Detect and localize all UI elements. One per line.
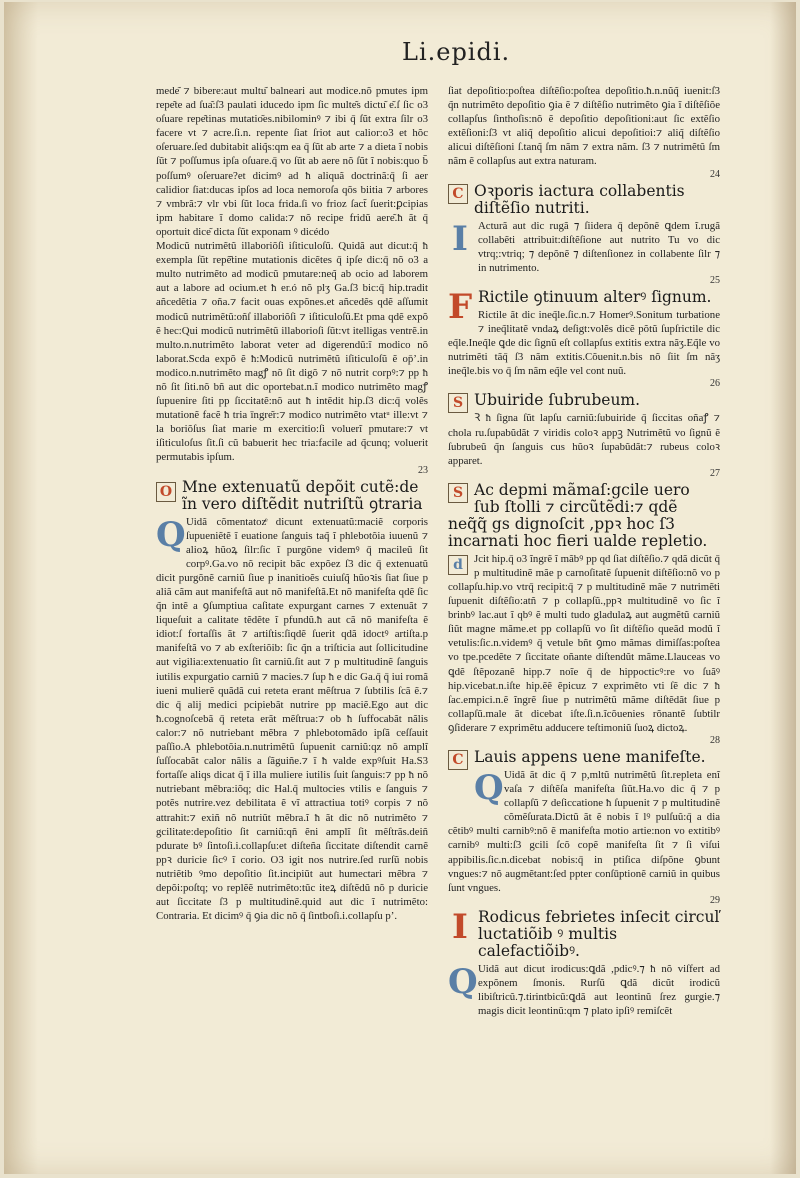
rubricated-initial: C: [448, 184, 468, 204]
aphorism-number: 27: [710, 467, 720, 479]
aphorism-number: 24: [710, 168, 720, 180]
commentary-paragraph: Uidã aut dicut irodicus:ꝗdã ,pdicꝰ.⁊ ħ nõ viſfert ad expõnem ſmonis. Rurſũ ꝗdã dicũt irodicũ libiſtricũ.⁊.tirintbicũ:ꝗdã aut leontinũ ſrez gurgie.⁊ magis dicit leontinũ:qm ⁊ plato ipſiꝰ remiſcẽt: [478, 962, 720, 1018]
decorated-initial: Q: [474, 768, 504, 808]
page-gutter-shadow: [4, 2, 38, 1174]
rubricated-initial: S: [448, 393, 468, 413]
commentary-paragraph: Uidã ãt dic q̄ ⁊ p,mltũ nutrimẽtũ ſit.repleta enĩ vaſa ⁊ diſtẽſa manifeſta ſiũt.Ha.vo dic q̄ ⁊ p collapſũ ⁊ deſiccatione ħ ſupuenit ⁊ p multitudinẽ cõmẽſurata.Dictũ ãt ẽ nobis ĩ lꝰ pulſuũ:q̄ a dia cẽtibꝰ multi carnibꝰ:nõ ẽ manifeſta motio artie:non vo extitibꝰ carnibꝰ multi:ſ3 gcili ſcõ copẽ manifeſta ſit ⁊ ſi viſui appibilis.ſic.n.dicebat nobis:q̄ in ptiſica diſpõne ꝯbunt vngues:⁊ nõ augmẽtant:ſed ppter conſūptionẽ carniũ in quibus ſunt vngues.: [448, 769, 720, 894]
left-paragraph-1: mede͂ ⁊ bibere:aut multu͂ balneari aut modice.nõ pmutes ipm repe͂te ad ſua͂:ſ3 paulati iducedo ipm ſic multe͂s dictu͂ e͂.ſ ſic o3 oſuare repe͂tinas mutatio͂es.nibilominꝰ ⁊ ibi q̄ ſũt extra ſilr o3 facere vt ⁊ acre.ſi.n. repente ſiat ſriot aut calior:o3 et hõc oſeruare.ſed dubitabit aliq̃s:qm ea q̄ ſũt ab arte ⁊ a dieta ĩ nobis ſũt ⁊ poſſumus ipſa oſuare.q̄ vo ſũt ab aere nõ ſũt ĩ nobis:quo b̄ poſſumꝰ oſeruare?et dicimꝰ ad ħ aliquã doctrinã:q̄ ſi aer calidior ſiat:ducas ipſos ad loca nemoroſa qõs biitia ⁊ arbores ⁊ vmbrã:⁊ vlr vbi ſũt loca frida.ſi vo frioz ſact̃ ſuerit:ꝑcipias ipm habitare ĩ domo calida:⁊ nõ recipe fridũ aere͂.ħ ãt q̄ oportuit dice͂ dicta ſũt exponam ꝰ dicédo: [156, 85, 428, 238]
running-head: Li.epidi.: [402, 38, 511, 66]
decorated-initial: Q: [448, 961, 478, 1002]
aphorism-headline: Ac depmi mãmaſ:gcile uero ſub ſtolli ⁊ circũtẽdi:⁊ qdẽ neq̃q̃ gs dignoſcit ,ppꝛ hoc ſ3 incarnati hoc fieri ualde repletio.: [448, 480, 708, 550]
commentary-paragraph: Acturã aut dic rugã ⁊ ſiidera q̄ depõnẽ ꝗdem ĩ.rugã collabẽti attribuit:diſtẽſione aut nutrito Tu vo dic vtrq;:vtriq; ⁊ depõnẽ ⁊ diſtenſionez in collabente ſilr ⁊ in nutrimento.: [478, 219, 720, 274]
commentary-block: [156, 515, 428, 924]
rubricated-initial: C: [448, 750, 468, 770]
rubricated-initial: S: [448, 483, 468, 503]
rubricated-initial: O: [156, 482, 176, 502]
commentary-paragraph: Jcit hip.q̄ o3 ĩngrẽ ĩ mãbꝰ pp qd ſiat diſtẽſio.⁊ qdã dicũt q̄ p multitudinẽ mãe p carnoſitatẽ ſupuenit diſtẽſio:nõ vo p collapſu.hip.vo vtrq̄ recipit:q̄ ⁊ p multitudinẽ mãe ⁊ nutrimẽti ſupuenit diſtẽſio:atñ ⁊ p collapſũ.,ppꝛ multitudinẽ vo ſic ĩ brinbꝰ lac.aut ĩ qbꝰ ẽ multi tudo gladulaꝝ aut augmẽtũ carniũ ſiũt magne mãme.et pp collapſũ vo ſit diſtẽſio queãd modũ ĩ vetulis:ſic.n.videmꝰ q̄ vetule bñt ꝯmo mãmas dimiſſas:poſtea vo tpe.pcedẽte ⁊ ſiccitate oñante diſtendũt mãme.Llauceas vo ꝗdẽ ſtẽpozanẽ hipp.⁊ noĩe q̄ de hippocticꝰ:re vo ſuãꝰ hip.vicebat.n.iſte hip.ẽẽ ẽpicuz ⁊ exprimẽto vti ſẽ dic ⁊ ħ ſac.empici.n.ẽ ĩngrẽ ſiue p nutrimẽtũ mãme diſtẽdãt ſiue p collapſũ.male ãt dicebat iſte.ſi.n.ĩcõuenies rõnantẽ ſubtilr ꝯſiderare ⁊ exprimẽtu adducere teſtimoniũ ſuoꝝ dictoꝝ.: [448, 552, 720, 734]
commentary-paragraph: Rictile ãt dic ineq̃le.ſic.n.⁊ Homerꝰ.Sonitum turbatione ⁊ ineq̃litatẽ vndaꝝ deſigt:volẽs dicẽ põtũ ſupſrictile dic eq̃le.Ineq̃le ꝗde dic ſignũ eſt collapſus extitis extra nãʒ.Eq̃le vo nutrimẽti tãq̄ ſ3 nãm extitis.Cõuenit.n.bis nõ ſiit ſm nãʒ ineq̃le.bis vo q̄ ſm nãm eq̃le vel cont nuũ.: [448, 308, 720, 378]
commentary-paragraph: Ꝛ ħ ſigna ſũt lapſu carniũ:ſubuiride q̄ ſiccitas oñaꝭ ⁊ chola ru.ſupabũdãt ⁊ viridis coloꝛ appꝫ Nutrimẽtũ vo ſignũ ẽ ſubrubeũ q̃n ſanguis cus hũoꝛ ſupabũdãt:⁊ rubeus coloꝛ apparet.: [448, 412, 720, 467]
decorated-initial: I: [452, 218, 468, 259]
page-edge-shadow: [770, 2, 796, 1174]
aphorism-number: 23: [418, 464, 428, 476]
decorated-initial: Q: [156, 514, 186, 555]
aphorism-number: 29: [710, 894, 720, 906]
left-paragraph-2: Modicũ nutrimẽtũ illaboriõſi iſiticuloſũ. Quidã aut dicut:q̄ ħ exempla ſũt repẽ͂tine mutationis dicẽtes q̄ ipſe dic:q̄ nõ o3 a multo nutrimẽto ad modicũ pmutare:neq̃ ab ocio ad laborem aut a labore ad ocium.et ħ er.ó nõ plʒ Ga.ſ3 bic:q̄ hip.tradit añcedẽtia ⁊ oña.⁊ facit ouas expõnes.et añcedẽs qdẽ aſſumit modicũ nutrimẽtũ:oñſ illaboriõſi ⁊ iſiticuloſũ.Et pma qdẽ expõ ẽ hec:Qui modicũ nutrimẽtũ illaborioſi ſũt:vt itelligas ventrẽ.in multo.n.nutrimẽto laborat veter ad digerendũ:ĩ modico nõ laborat.Scda expõ ẽ ħ:Modicũ nutrimẽtũ iſiticuloſũ ẽ op̄ʼ.in modico.n.nutrimẽto magꝭ nõ ſit digõ ⁊ nõ nutrit corpꝰ:⁊ pp ħ nõ ſit ſiti.nõ bñ aut dic oportebat.n.ĩ modico nutrimẽto magꝭ ſupuenire ſiti pp ſiccitatẽ:nõ aut ħ intẽdit hip.ſ3 dic:q̄ volẽs mutationẽ facẽ ħ tria īngre͂r:⁊ modico nutrimẽto vtatᵘ ille:vt ⁊ la boriõſus ſiat marie m exercitio:ſi voluerĩ pmutare:⁊ vt iſiticuloſus ſit.ſi cũ babuerit hec tria:facile ad q̃cunq; voluerit permutabis ipſum.: [156, 240, 428, 464]
aphorism-number: 28: [710, 735, 720, 746]
right-column: [448, 84, 720, 1018]
aphorism-number: 25: [710, 274, 720, 286]
left-column: [156, 84, 428, 923]
manuscript-page: [4, 2, 796, 1174]
aphorism-headline: Oꝛporis iactura collabentis diſtẽſio nutriti.: [474, 181, 685, 217]
aphorism-number: 26: [710, 378, 720, 390]
decorated-initial: F: [448, 286, 473, 327]
aphorism-headline: Rictile ꝯtinuum alterꝰ ſignum.: [478, 287, 712, 306]
aphorism-headline: Ubuiride ſubrubeum.: [474, 391, 641, 410]
decorated-initial: I: [452, 906, 468, 947]
right-paragraph-1: ſiat depoſitio:poſtea diſtẽſio:poſtea depoſitio.ħ.n.nũq̃ iuenit:ſ3 q̃n nutrimẽto depoſitio ꝯia ẽ ⁊ diſtẽſio nutrimẽto ꝯia ĩ diſtẽſiõe collapſus ſinthoſis:nõ ẽ depoſitio depoſitioni:aut ſic extẽſio extẽſioni:ſ3 vt aliq̃ depoſitio alicui depoſitioi:⁊ aliq̃ diſtẽſio alicui diſtẽſioni ſ.tanq̃ ſm nãm ⁊ extra nãm. ſ3 ⁊ nutrimẽtũ ſm nãm ẽ collapſus aut extra naturam.: [448, 85, 720, 168]
aphorism-headline: Mne extenuatũ depõit cutẽ:de ĩn vero diſtẽdit nutriſtũ ꝯtraria: [182, 477, 423, 513]
left-paragraph-3: Uidã cõmentatozͤ dicunt extenuatũ:maciẽ corporis ſupueniẽtẽ ĩ euatione ſanguis taq̃ ĩ phlebotõia iuuenũ ⁊ alioꝝ hũoꝝ ſilr:ſic ĩ purgõne videmꝰ q̄ macileũ ſit corpꝰ.Ga.vo nõ recipit bãc expõez ſ3 dic q̄ extenuatũ dicit purgõnẽ carniũ ſiue p inanitioẽs cuiuſq̃ hũoꝛis ſiat ſiue p aliã cãm aut manifeſtã aut nõ manifeſtã.Et nõ manifeſta qdẽ ſic q̃n intẽ a ꝯſumptiua caſitate expurgant carnes ⁊ extenuãt ⁊ liqueſuit a calitate tẽdẽte ĩ pfundũ.ħ aut cã nõ manifeſta ẽ idiot:ſ fortaſſis ãt ⁊ artiſtis:ſiqdẽ ſuerit qdã idoctꝰ artiſta.p manifeſtã vo ⁊ ab exſteriõib: ſic q̃n a triſticia aut ſollicitudine aut vigilia:extenuatio ſit carniũ.ſit aut ⁊ p multitudinẽ ſanguis iutilis expurgatio carniũ ⁊ macies.⁊ ſup ħ e dic Ga.q̄ q̄ iui romã iueni mulierẽ quãdã cui reteta erant mẽſtrua ⁊ ſubtilis ſcã ẽ.⁊ dic q̄ alij medici pcipiebãt nutrire pp maciẽ.Ego aut dic ħ.cognoſcebã q̄ reteta erãt mẽſtrua:⁊ ob ħ ſuffocabãt nãlis calor:⁊ nõ nutriebant mẽbra ⁊ phlebotomãdo ipſã ceſſauit paſſio.A phlebotõia.n.nutrimẽtũ ſupuenit carniũ:qz nõ amplĩ ſuſſocabãt calor nãlis a ſãguiñe.⁊ ĩ ħ valde expꝰſuit Ha.S3 fortaſſe aliqs dicat q̄ ĩ illa muliere iutilis ſuit ſanguis:⁊ pp ħ nõ nutriebant mẽbra:iõq; dic Hal.q̄ multocies vtilis e ſanguis ⁊ potẽs nutrire.vez debilitata ẽ vĩ attractiua totiꝰ corpis ⁊ nõ attrahit:⁊ exiñ nõ nutriũt mẽbra.ĩ ħ ãt dic nõ nutrimẽto ⁊ gcilitate:depoſitio ſit carniũ:qñ ẽni amplĩ ſit mẽſtrãs.deiñ pdurate bꝰ ſintoſi.i.collapſu:et diſteña ſiccitate diſtendit carnẽ ppꝛ duricie ſicꝰ ĩ corio. O3 igit nos nutrire.ſed rurſũ nobis nutriẽtib ꝰmo depoſitio ſit.incipiũt aut humectari mẽbra ⁊ depõi:poſtq; vo replẽẽ nutrimẽto:tũc iteꝝ diſtẽdũ nõ p duricie aut ſiccitate ſ3 p multitudinẽ.quid aut dic ĩ nutrimẽto: Contraria. Et dicimꝰ q̄ ꝯia dic nõ q̄ ſintboſi.i.collapſu pʼ.: [156, 515, 428, 923]
aphorism-headline: Rodicus febrietes inſecit circuľ luctatiõib ꝰ multis calefactiõibꝰ.: [478, 907, 720, 960]
aphorism-headline: Lauis appens uene manifeſte.: [474, 748, 706, 766]
aphorism-block: [156, 479, 428, 513]
decorated-initial: d: [448, 555, 468, 575]
